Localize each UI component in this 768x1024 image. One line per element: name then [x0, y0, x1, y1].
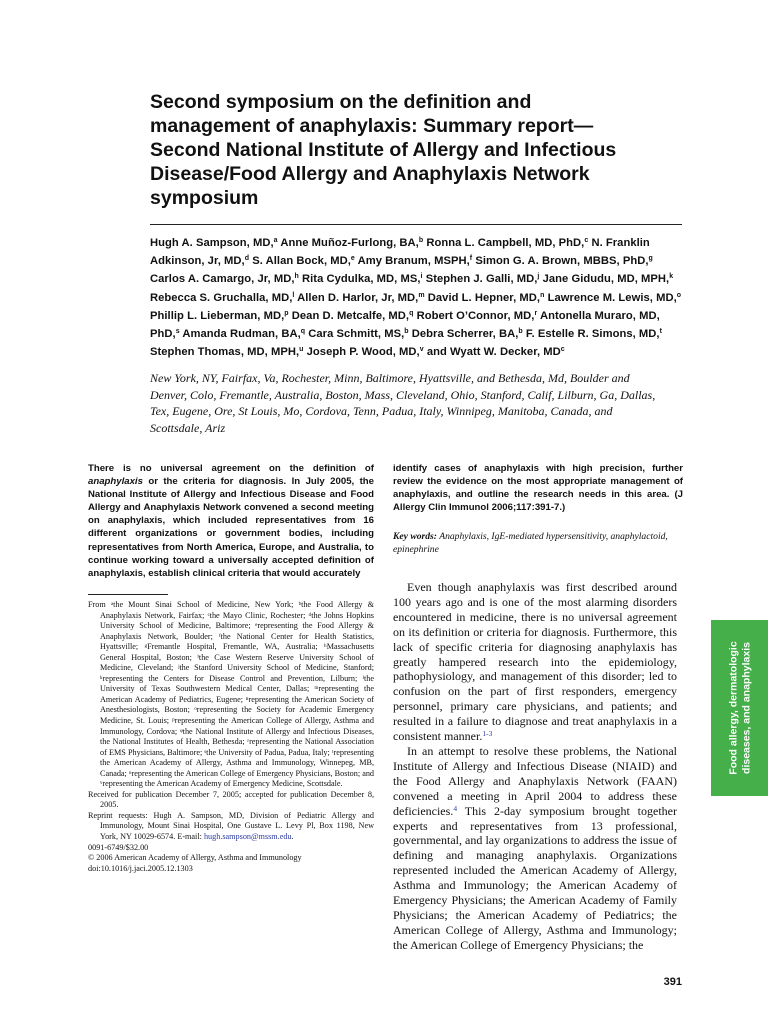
author-name: Phillip L. Lieberman, MD,: [150, 309, 285, 322]
author-name: Debra Scherrer, BA,: [411, 328, 519, 341]
author-name: Hugh A. Sampson, MD,: [150, 237, 274, 249]
author: [475, 255, 653, 267]
body-paragraph: [393, 580, 677, 744]
author-name: S. Allan Bock, MD,: [252, 255, 351, 268]
reference-link[interactable]: 4: [453, 803, 458, 813]
body-paragraph: [393, 744, 677, 953]
section-tab: [711, 620, 768, 796]
author-affiliation-marker: q: [409, 309, 414, 317]
author: [150, 310, 289, 322]
author-affiliation-marker: j: [537, 273, 540, 281]
author: [302, 273, 423, 285]
abstract-text-start: There is no universal agreement on the definition of: [88, 463, 374, 474]
author-affiliation-marker: g: [648, 255, 653, 263]
author-affiliation-marker: v: [419, 346, 424, 354]
author-name: Rebecca S. Gruchalla, MD,: [150, 291, 293, 304]
abstract-text-end: identify cases of anaphylaxis with high precision, further review the evidence on the most appropriate management of anaphylaxis, and outline the research needs in this area.: [393, 463, 683, 501]
keywords-text: Anaphylaxis, IgE-mediated hypersensitivity, anaphylactoid, epinephrine: [393, 531, 668, 555]
author-affiliation-marker: b: [404, 328, 409, 336]
author: [426, 237, 588, 249]
title-divider: [150, 224, 682, 225]
author-name: and Wyatt W. Decker, MD: [426, 346, 561, 359]
author: [150, 237, 278, 249]
author: [548, 292, 682, 304]
reprint-requests: [88, 811, 374, 843]
author-affiliation-marker: s: [175, 328, 180, 336]
author-affiliation-marker: k: [669, 273, 674, 281]
author-name: Anne Muñoz-Furlong, BA,: [280, 237, 419, 249]
page-number: 391: [663, 976, 682, 988]
author-name: Simon G. A. Brown, MBBS, PhD,: [475, 255, 649, 268]
copyright-line: © 2006 American Academy of Allergy, Asthma and Immunology: [88, 853, 302, 863]
author-list: [150, 234, 690, 361]
author-affiliation-marker: l: [292, 291, 295, 299]
author: [150, 273, 299, 285]
author-affiliation-marker: o: [676, 291, 682, 299]
author: [280, 237, 423, 249]
affiliations-footnote: From ᵃthe Mount Sinai School of Medicine, New York; ᵇthe Food Allergy & Anaphylaxis Network, Fairfax; ᶜthe Mayo Clinic, Rochester; ᵈthe Johns Hopkins University School of Medicine, Baltimore; ᵉrepresenting the Food Allergy & Anaphylaxis Network, Boulder; ᶠthe National Center for Health Statistics, Hyattsville; ᵍFremantle Hospital, Fremantle, WA, Australia; ʰMassachusetts General Hospital, Boston; ⁱthe Case Western Reserve University School of Medicine, Cleveland; ʲthe Stanford University School of Medicine, Stanford; ᵏrepresenting the Centers for Disease Control and Prevention, Lilburn; ˡthe University of Texas Southwestern Medical Center, Dallas; ᵐrepresenting the American Academy of Pediatrics, Eugene; ⁿrepresenting the American Society of Anesthesiologists, Boston; ᵒrepresenting the Society for Academic Emergency Medicine, St. Louis; ᵖrepresenting the American College of Allergy, Asthma and Immunology, Cordova; ᵠthe National Institute of Allergy and Infectious Diseases, the National Institutes of Health, Bethesda; ʳrepresenting the National Association of EMS Physicians, Baltimore; ˢthe University of Padua, Padua, Italy; ᵗrepresenting the American Academy of Allergy, Asthma and Immunology, Winnepeg, MB, Canada; ᵘrepresenting the American College of Emergency Physicians, Boston; and ᵛrepresenting the American Academy of Emergency Medicine, Scottsdale.: [88, 600, 375, 789]
author: [292, 310, 414, 322]
author-affiliation-marker: i: [420, 273, 423, 281]
affiliation-locations: New York, NY, Fairfax, Va, Rochester, Minn, Baltimore, Hyattsville, and Bethesda, Md, Boulder and Denver, Colo, Fremantle, Australia, Boston, Mass, Cleveland, Ohio, Stanford, Calif, Lilburn, Ga, Dallas, Tex, Eugene, Ore, St Louis, Mo, Cordova, Tenn, Padua, Italy, Winnipeg, Manitoba, Canada, and Scottsdale, Ariz: [150, 371, 656, 435]
author-name: Allen D. Harlor, Jr, MD,: [297, 291, 419, 304]
author-name: Carlos A. Camargo, Jr, MD,: [150, 273, 295, 286]
author-email-link[interactable]: hugh.sampson@mssm.edu: [203, 832, 292, 842]
author-name: Amanda Rudman, BA,: [182, 328, 301, 341]
section-tab-line: Food allergy, dermatologic: [727, 641, 739, 775]
author-affiliation-marker: a: [273, 237, 278, 244]
author-affiliation-marker: n: [540, 291, 545, 299]
author-name: Ronna L. Campbell, MD, PhD,: [426, 237, 585, 249]
author-affiliation-marker: b: [518, 328, 523, 336]
body-paragraph-text: In an attempt to resolve these problems, the National Institute of Allergy and Infectious Disease (NIAID) and the Food Allergy and Anaphylaxis Network (FAAN) convened a meeting in April 2004 to address these deficiencies.: [393, 743, 677, 818]
journal-citation: (J Allergy Clin Immunol 2006;117:391-7.): [393, 489, 683, 514]
author-name: David L. Hepner, MD,: [427, 291, 541, 304]
abstract-text-continued: or the criteria for diagnosis. In July 2005, the National Institute of Allergy and Infectious Disease and Food Allergy and Anaphylaxis Network convened a second meeting on anaphylaxis, which included representatives from 16 different organizations or government bodies, including representatives from North America, Europe, and Australia, to continue working toward a universally accepted definition of anaphylaxis, establish clinical criteria that would accurately: [88, 476, 374, 579]
author-affiliation-marker: f: [469, 255, 473, 263]
body-paragraph-text: Even though anaphylaxis was first described around 100 years ago and is one of the most alarming disorders encountered in medicine, there is no universal agreement on its definition or criteria for diagnosis. Furthermore, this lack of specific criteria for diagnosing anaphylaxis has greatly hampered research into the epidemiology, pathophysiology, and management of this disorder; led to confusion on the part of first responders, emergency personnel, primary care physicians, and patients; and resulted in a failure to diagnose and treat anaphylaxis in a consistent manner.: [393, 580, 677, 744]
author-name: Robert O’Connor, MD,: [416, 309, 535, 322]
article-body: [393, 580, 677, 953]
author: [412, 328, 523, 340]
author: [417, 310, 538, 322]
received-note: Received for publication December 7, 2005; accepted for publication December 8, 2005.: [88, 789, 374, 810]
author-name: Rita Cydulka, MD, MS,: [302, 273, 421, 286]
reprint-requests-text: Reprint requests: Hugh A. Sampson, MD, Division of Pediatric Allergy and Immunology, Mount Sinai Hospital, One Gustave L. Levy Pl, Box 1198, New York, NY 10029-6574. E-mail:: [88, 810, 374, 842]
author: [526, 328, 662, 340]
author-affiliation-marker: h: [294, 273, 299, 281]
section-tab-line: diseases, and anaphylaxis: [739, 642, 752, 774]
author-name: Lawrence M. Lewis, MD,: [547, 291, 677, 304]
author-name: F. Estelle R. Simons, MD,: [525, 328, 660, 341]
reference-link[interactable]: 1-3: [482, 729, 493, 739]
author-name: N. Franklin Adkinson, Jr, MD,: [150, 237, 650, 268]
author-affiliation-marker: t: [659, 328, 662, 336]
author-name: Joseph P. Wood, MD,: [306, 346, 420, 359]
abstract: [88, 462, 374, 580]
reprint-requests-end: .: [291, 832, 294, 842]
footnotes: [88, 600, 374, 874]
author: [307, 346, 424, 358]
author-name: Antonella Muraro, MD, PhD,: [150, 309, 660, 341]
author-name: Stephen J. Galli, MD,: [425, 273, 538, 286]
author-affiliation-marker: e: [350, 255, 355, 263]
abstract-emphasis: anaphylaxis: [88, 476, 143, 488]
article-title: Second symposium on the definition and management of anaphylaxis: Summary report—Second National Institute of Allergy and Infectious Disease/Food Allergy and Anaphylaxis Network symposium: [150, 91, 617, 209]
keywords: [393, 530, 683, 556]
author-name: Dean D. Metcalfe, MD,: [291, 309, 410, 322]
author: [252, 255, 355, 267]
author-name: Stephen Thomas, MD, MPH,: [150, 346, 300, 359]
author: [297, 292, 424, 304]
section-tab-label: [727, 623, 752, 793]
author-affiliation-marker: b: [418, 237, 424, 244]
author: [308, 328, 408, 340]
author: [150, 292, 294, 304]
issn-price: 0091-6749/$32.00: [88, 842, 149, 852]
author: [427, 346, 565, 358]
footnote-divider: [88, 594, 168, 595]
author-affiliation-marker: c: [584, 237, 589, 244]
author: [182, 328, 305, 340]
author-name: Cara Schmitt, MS,: [308, 328, 405, 341]
author: [150, 346, 303, 358]
author: [426, 273, 540, 285]
author-name: Amy Branum, MSPH,: [357, 255, 470, 268]
abstract-continued: [393, 462, 683, 514]
author: [428, 292, 545, 304]
author-affiliation-marker: c: [560, 346, 565, 354]
doi-line: doi:10.1016/j.jaci.2005.12.1303: [88, 863, 193, 873]
author-affiliation-marker: m: [418, 291, 425, 299]
author-affiliation-marker: q: [300, 328, 306, 336]
author-affiliation-marker: u: [299, 346, 304, 354]
author: [543, 273, 674, 285]
keywords-label: Key words:: [393, 531, 437, 542]
body-paragraph-text: This 2-day symposium brought together experts and representatives from 13 professional, governmental, and lay organizations to address the issue of defining and managing anaphylaxis. Organizations represented included the American Academy of Allergy, Asthma and Immunology; the American Academy of Emergency Physicians; the American Academy of Family Physicians; the American Academy of Pediatrics; the American College of Allergy, Asthma and Immunology; the American College of Emergency Physicians; the: [393, 803, 677, 952]
author-affiliation-marker: d: [244, 255, 250, 263]
author: [358, 255, 473, 267]
author-affiliation-marker: p: [284, 309, 289, 317]
author-affiliation-marker: r: [534, 309, 538, 317]
author-name: Jane Gidudu, MD, MPH,: [542, 273, 670, 286]
